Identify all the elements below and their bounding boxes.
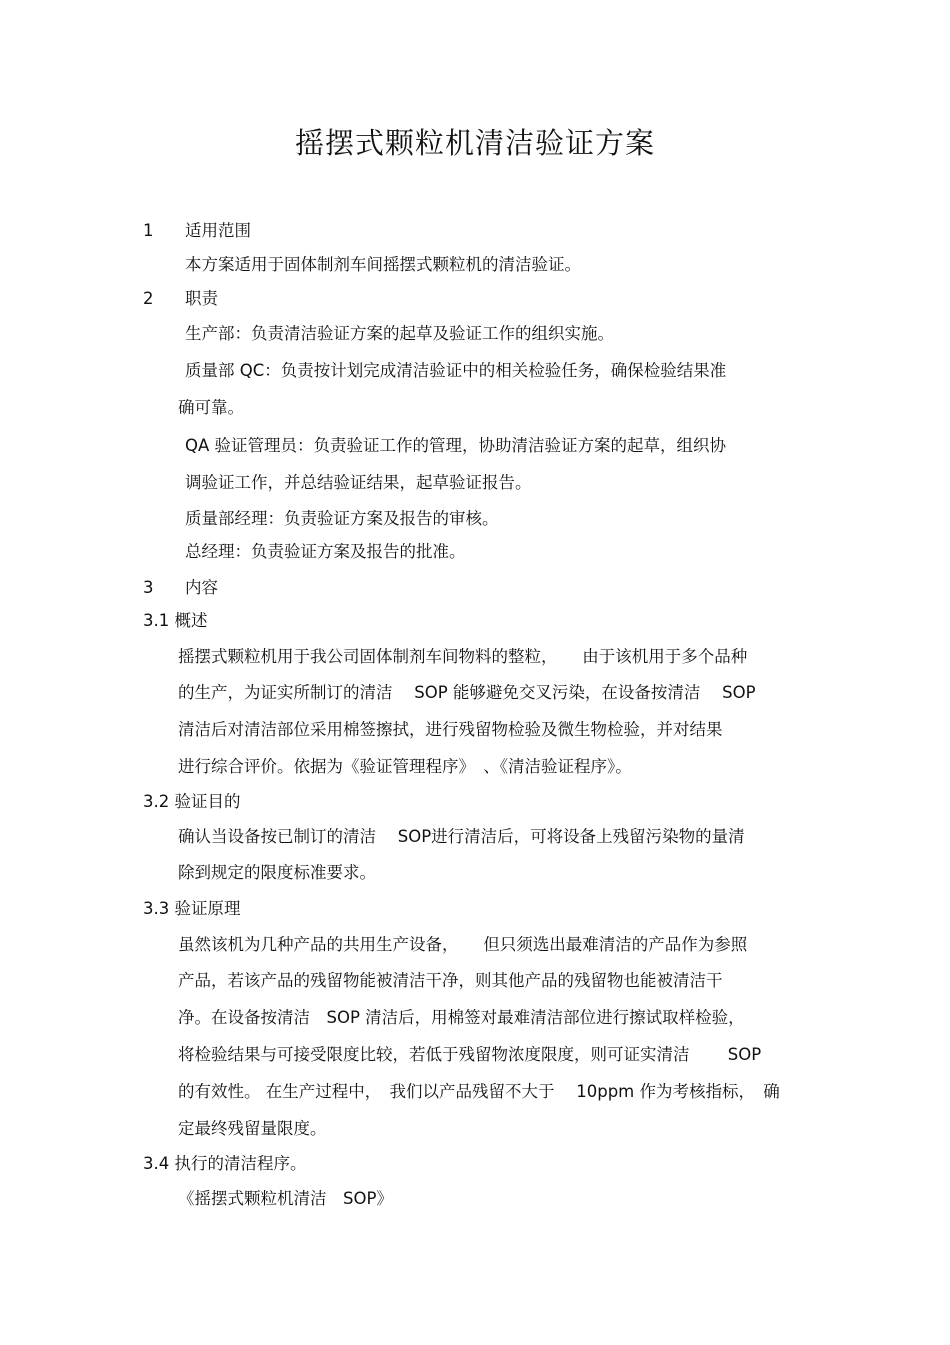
subsection-3-1-line: 的生产，为证实所制订的清洁 SOP 能够避免交叉污染，在设备按清洁 SOP (178, 683, 756, 702)
section-2-line: 质量部经理：负责验证方案及报告的审核。 (185, 509, 499, 528)
subsection-3-3-line: 的有效性。 在生产过程中， 我们以产品残留不大于 10ppm 作为考核指标， 确 (178, 1082, 780, 1101)
subsection-3-3-line: 净。在设备按清洁 SOP 清洁后，用棉签对最难清洁部位进行擦试取样检验， (178, 1008, 745, 1027)
section-2-line: 生产部：负责清洁验证方案的起草及验证工作的组织实施。 (185, 324, 614, 343)
subsection-3-1-line: 进行综合评价。依据为《验证管理程序》 、《清洁验证程序》。 (178, 757, 632, 776)
subsection-3-1-line: 摇摆式颗粒机用于我公司固体制剂车间物料的整粒， 由于该机用于多个品种 (178, 647, 748, 666)
subsection-3-3-heading: 3.3 验证原理 (143, 899, 241, 918)
subsection-3-1-heading: 3.1 概述 (143, 611, 208, 630)
document-title: 摇摆式颗粒机清洁验证方案 (294, 126, 655, 160)
subsection-3-3-line: 定最终残留量限度。 (178, 1119, 327, 1138)
section-3-heading: 内容 (185, 578, 218, 597)
subsection-3-1-line: 清洁后对清洁部位采用棉签擦拭，进行残留物检验及微生物检验，并对结果 (178, 720, 723, 739)
section-2-line: 确可靠。 (178, 398, 244, 417)
section-1-heading: 适用范围 (185, 221, 251, 240)
subsection-3-3-line: 将检验结果与可接受限度比较，若低于残留物浓度限度，则可证实清洁 SOP (178, 1045, 762, 1064)
subsection-3-3-line: 虽然该机为几种产品的共用生产设备， 但只须选出最难清洁的产品作为参照 (178, 935, 748, 954)
section-3-number: 3 (143, 578, 154, 597)
subsection-3-3-line: 产品，若该产品的残留物能被清洁干净，则其他产品的残留物也能被清洁干 (178, 971, 723, 990)
section-1-text: 本方案适用于固体制剂车间摇摆式颗粒机的清洁验证。 (185, 255, 581, 274)
subsection-3-2-heading: 3.2 验证目的 (143, 792, 241, 811)
section-2-line: 总经理：负责验证方案及报告的批准。 (185, 542, 466, 561)
section-1-number: 1 (143, 221, 154, 240)
subsection-3-2-line: 确认当设备按已制订的清洁 SOP进行清洁后，可将设备上残留污染物的量清 (178, 827, 745, 846)
section-2-line: 质量部 QC：负责按计划完成清洁验证中的相关检验任务，确保检验结果准 (185, 361, 727, 380)
section-2-heading: 职责 (185, 289, 218, 308)
subsection-3-2-line: 除到规定的限度标准要求。 (178, 863, 376, 882)
subsection-3-4-heading: 3.4 执行的清洁程序。 (143, 1154, 307, 1173)
section-2-number: 2 (143, 289, 154, 308)
subsection-3-4-line: 《摇摆式颗粒机清洁 SOP》 (178, 1189, 393, 1208)
section-2-line: 调验证工作，并总结验证结果，起草验证报告。 (185, 473, 532, 492)
section-2-line: QA 验证管理员：负责验证工作的管理，协助清洁验证方案的起草，组织协 (185, 436, 727, 455)
